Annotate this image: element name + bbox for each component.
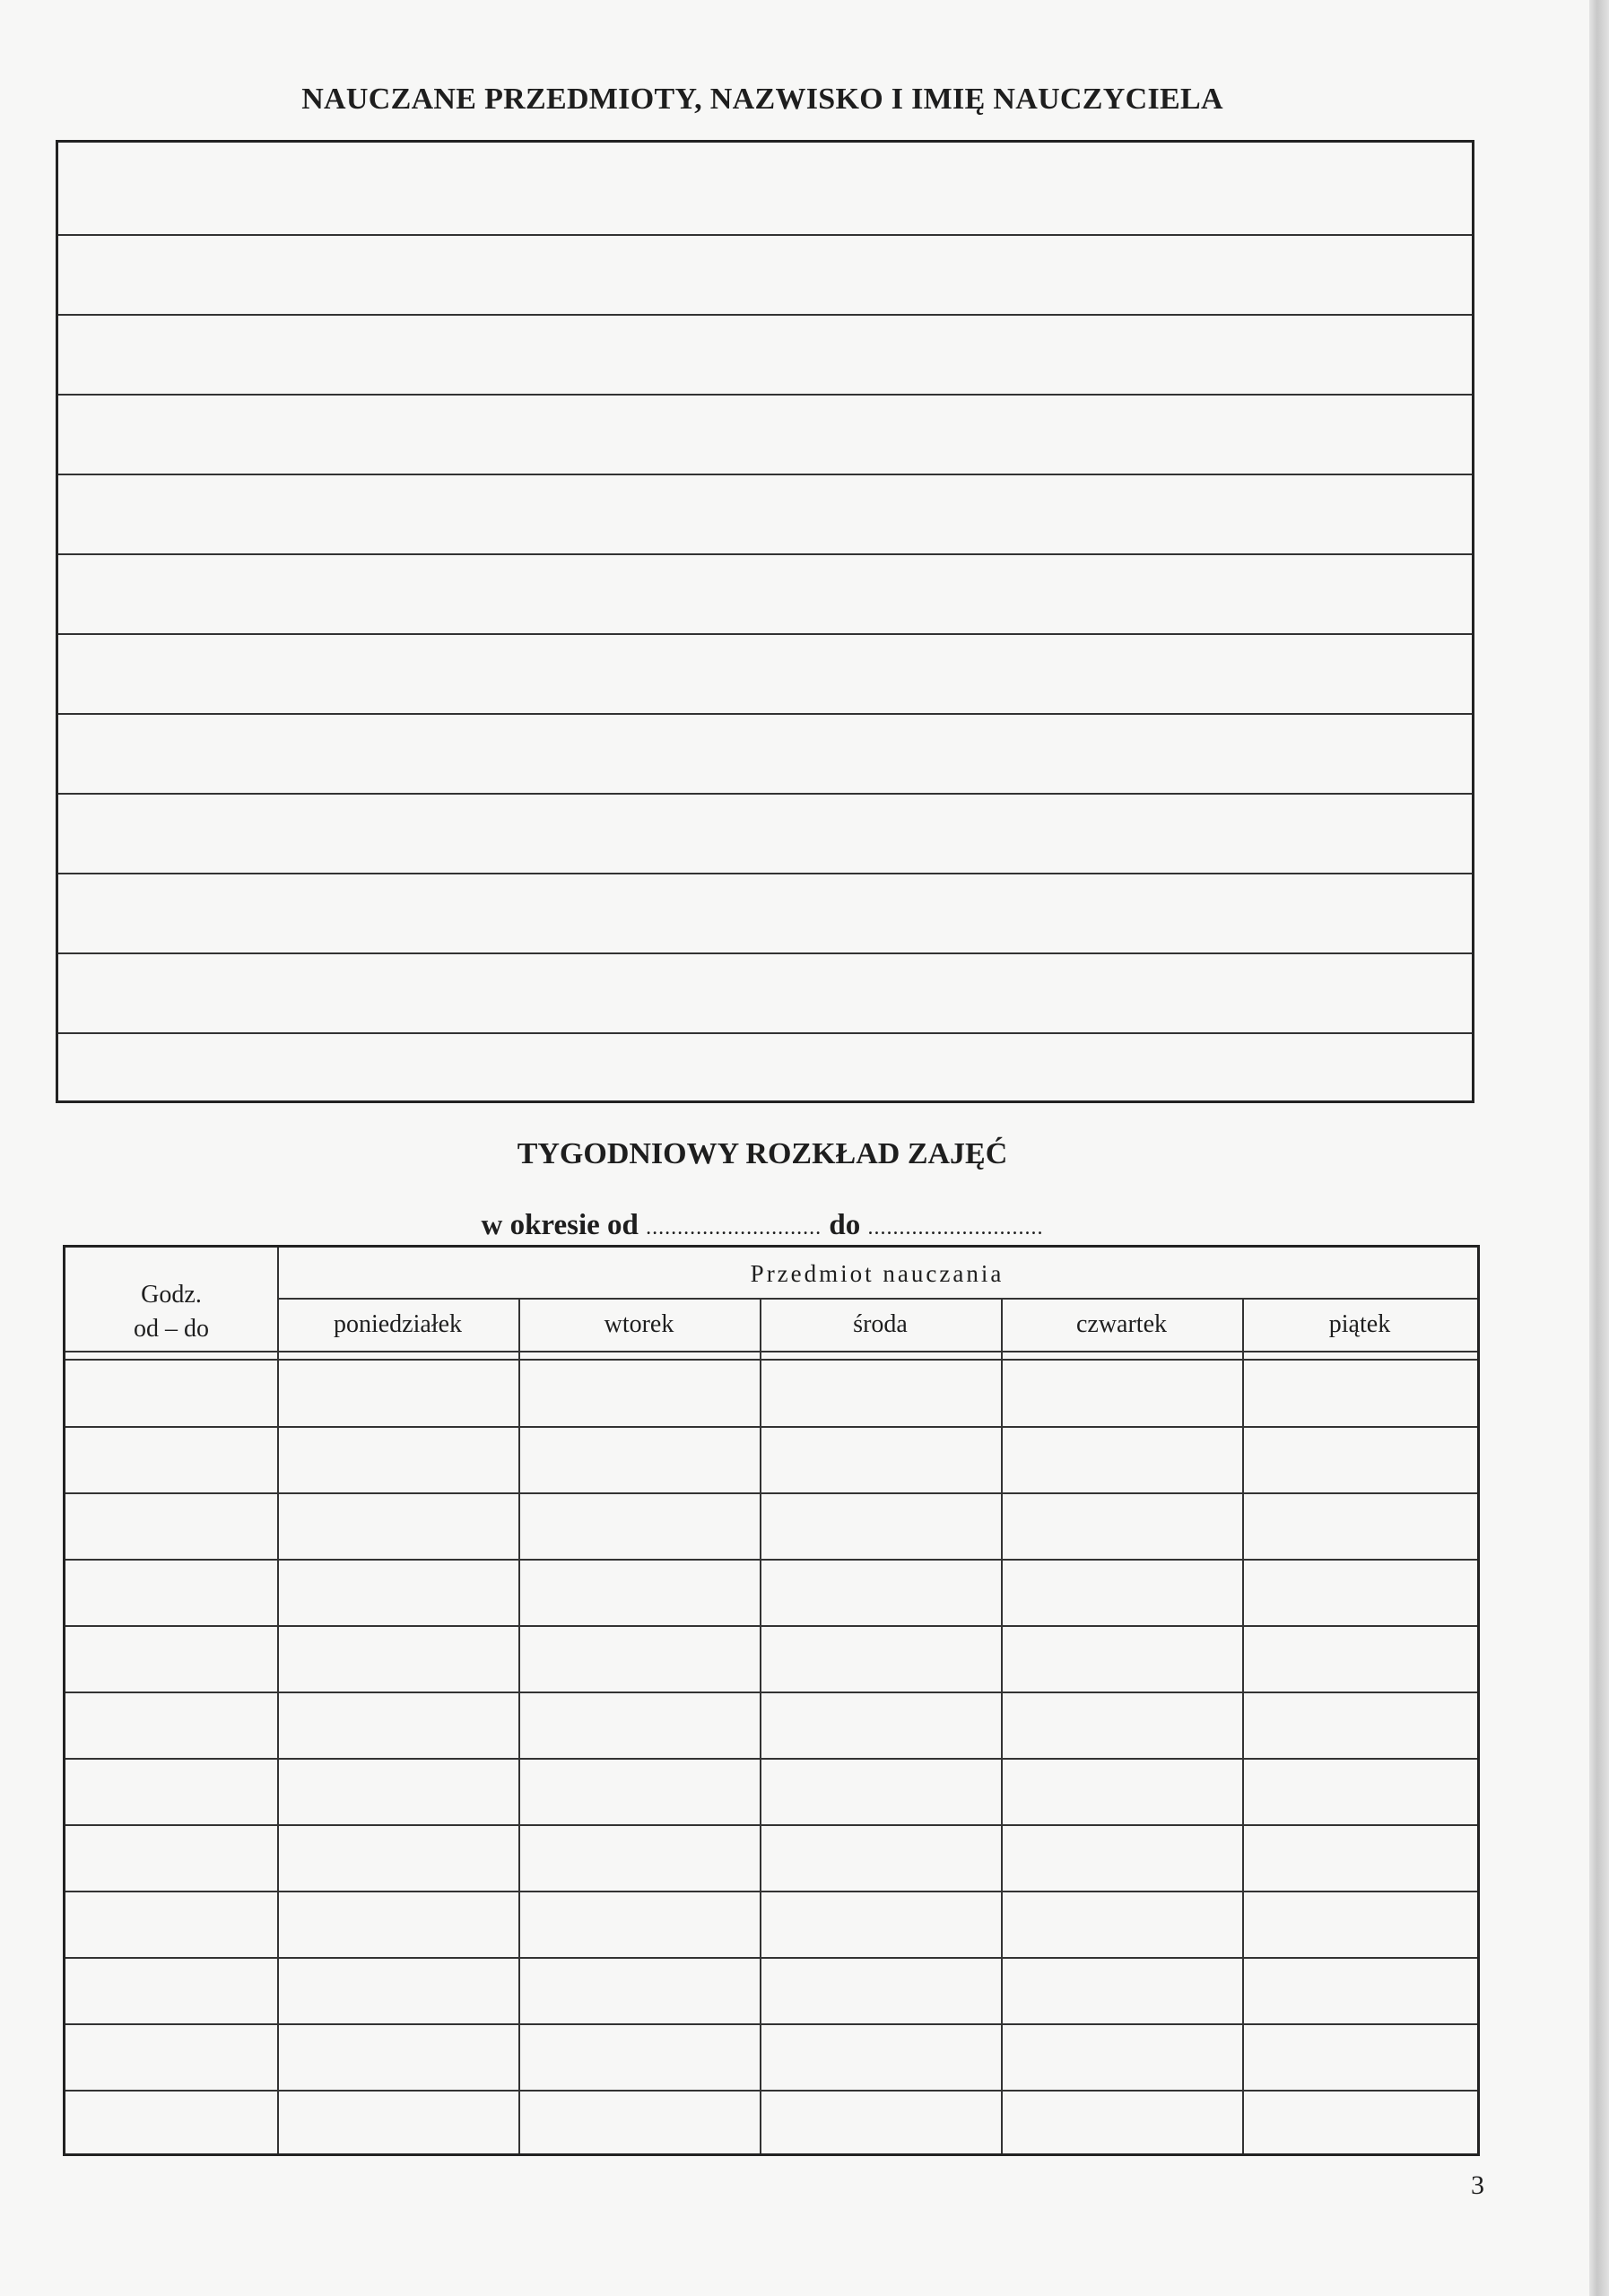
table-row[interactable]: [65, 1492, 1477, 1494]
writing-line[interactable]: [58, 713, 1472, 715]
day-friday: piątek: [1328, 1310, 1391, 1338]
writing-line[interactable]: [58, 1032, 1472, 1034]
period-from-field[interactable]: ............................: [646, 1216, 822, 1239]
day-wednesday: środa: [853, 1310, 908, 1338]
table-row[interactable]: [65, 1692, 1477, 1693]
table-row[interactable]: [65, 1758, 1477, 1760]
weekly-schedule-title: TYGODNIOWY ROZKŁAD ZAJĘĆ: [517, 1137, 1008, 1170]
writing-line[interactable]: [58, 952, 1472, 954]
writing-line[interactable]: [58, 633, 1472, 635]
period-from-label: w okresie od: [481, 1209, 639, 1241]
writing-line[interactable]: [58, 474, 1472, 475]
header-bottom-line: [65, 1351, 1477, 1352]
page-number: 3: [1471, 2170, 1484, 2200]
period-to-label: do: [829, 1209, 861, 1241]
table-row[interactable]: [65, 2023, 1477, 2025]
writing-line[interactable]: [58, 234, 1472, 236]
writing-line[interactable]: [58, 394, 1472, 396]
weekly-schedule-table: [63, 1245, 1480, 2156]
table-row[interactable]: [65, 1891, 1477, 1892]
period-line: [0, 1209, 1525, 1242]
table-row[interactable]: [65, 1957, 1477, 1959]
writing-line[interactable]: [58, 553, 1472, 555]
table-row[interactable]: [65, 1824, 1477, 1826]
day-tuesday: wtorek: [604, 1310, 674, 1338]
table-row[interactable]: [65, 1559, 1477, 1561]
subjects-teachers-box: [56, 140, 1474, 1103]
writing-line[interactable]: [58, 873, 1472, 874]
table-row[interactable]: [65, 2090, 1477, 2092]
header-divider: [277, 1298, 1477, 1300]
writing-line[interactable]: [58, 314, 1472, 316]
subject-header: Przedmiot nauczania: [750, 1260, 1005, 1287]
hours-range-label: od – do: [134, 1315, 209, 1343]
table-row[interactable]: [65, 1426, 1477, 1428]
period-to-field[interactable]: ............................: [867, 1216, 1044, 1239]
hours-header: [65, 1278, 277, 1346]
header-double-line: [65, 1359, 1477, 1361]
day-thursday: czwartek: [1075, 1310, 1168, 1338]
column-divider: [277, 1248, 279, 2153]
writing-line[interactable]: [58, 793, 1472, 795]
day-monday: poniedziałek: [333, 1310, 463, 1338]
subjects-teachers-title: NAUCZANE PRZEDMIOTY, NAZWISKO I IMIĘ NAUCZYCIELA: [301, 83, 1223, 116]
hours-label: Godz.: [141, 1281, 202, 1309]
table-row[interactable]: [65, 1625, 1477, 1627]
page-edge-shadow: [1589, 0, 1609, 2296]
